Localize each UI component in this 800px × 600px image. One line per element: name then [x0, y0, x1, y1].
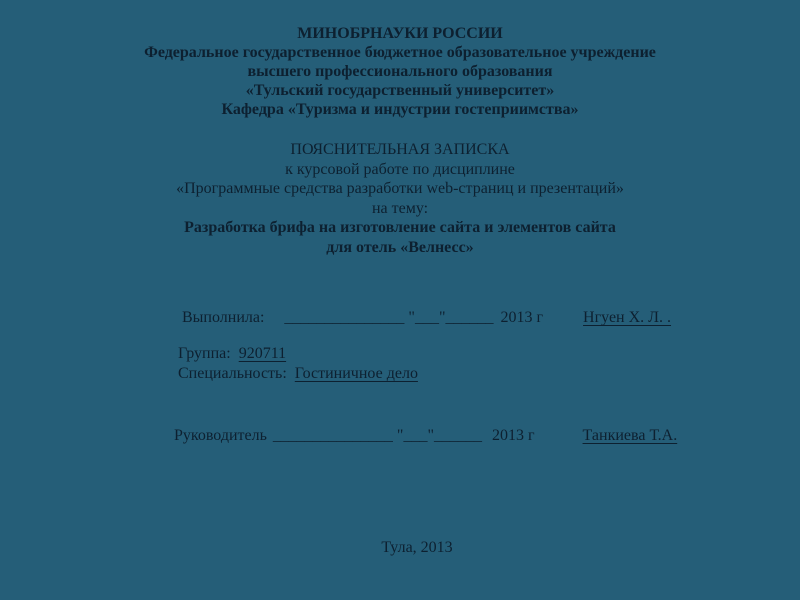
executor-date-blank: "___"______ [408, 309, 494, 326]
institution-header [0, 24, 800, 119]
title-line-topic-1: Разработка брифа на изготовление сайта и элементов сайта [184, 219, 616, 236]
city-year-line [17, 538, 800, 557]
supervisor-signature-blank: _______________ [272, 427, 393, 444]
city-year-text: Тула, 2013 [381, 539, 453, 556]
supervisor-label: Руководитель [174, 427, 267, 444]
header-line-education-level: высшего профессионального образования [247, 63, 553, 80]
title-line-topic-label: на тему: [371, 199, 429, 217]
supervisor-date-blank: "___"______ [396, 427, 482, 444]
executor-signature-blank: _______________ [284, 309, 405, 326]
executor-label: Выполнила: [182, 309, 265, 326]
title-line-work-type: к курсовой работе по дисциплине [285, 160, 515, 178]
header-line-institution: Федеральное государственное бюджетное образовательное учреждение [144, 44, 656, 61]
title-line-discipline: «Программные средства разработки web-страниц и презентаций» [176, 180, 624, 197]
title-line-doc-type: ПОЯСНИТЕЛЬНАЯ ЗАПИСКА [290, 141, 510, 158]
title-line-topic-2: для отель «Велнесс» [326, 238, 474, 256]
supervisor-row [158, 409, 677, 463]
executor-year: 2013 г [500, 309, 544, 326]
specialty-label: Специальность: [178, 365, 287, 382]
supervisor-year: 2013 г [491, 427, 535, 444]
header-line-ministry: МИНОБРНАУКИ РОССИИ [297, 25, 503, 42]
specialty-row [162, 347, 418, 401]
group-value: 920711 [238, 345, 287, 362]
executor-name: Нгуен Х. Л. . [583, 309, 672, 326]
header-line-department: Кафедра «Туризма и индустрии гостеприимства» [221, 101, 579, 118]
document-title-block [0, 140, 800, 257]
supervisor-name: Танкиева Т.А. [582, 427, 678, 444]
group-label: Группа: [178, 345, 231, 362]
specialty-value: Гостиничное дело [294, 365, 418, 382]
header-line-university: «Тульский государственный университет» [245, 82, 555, 99]
